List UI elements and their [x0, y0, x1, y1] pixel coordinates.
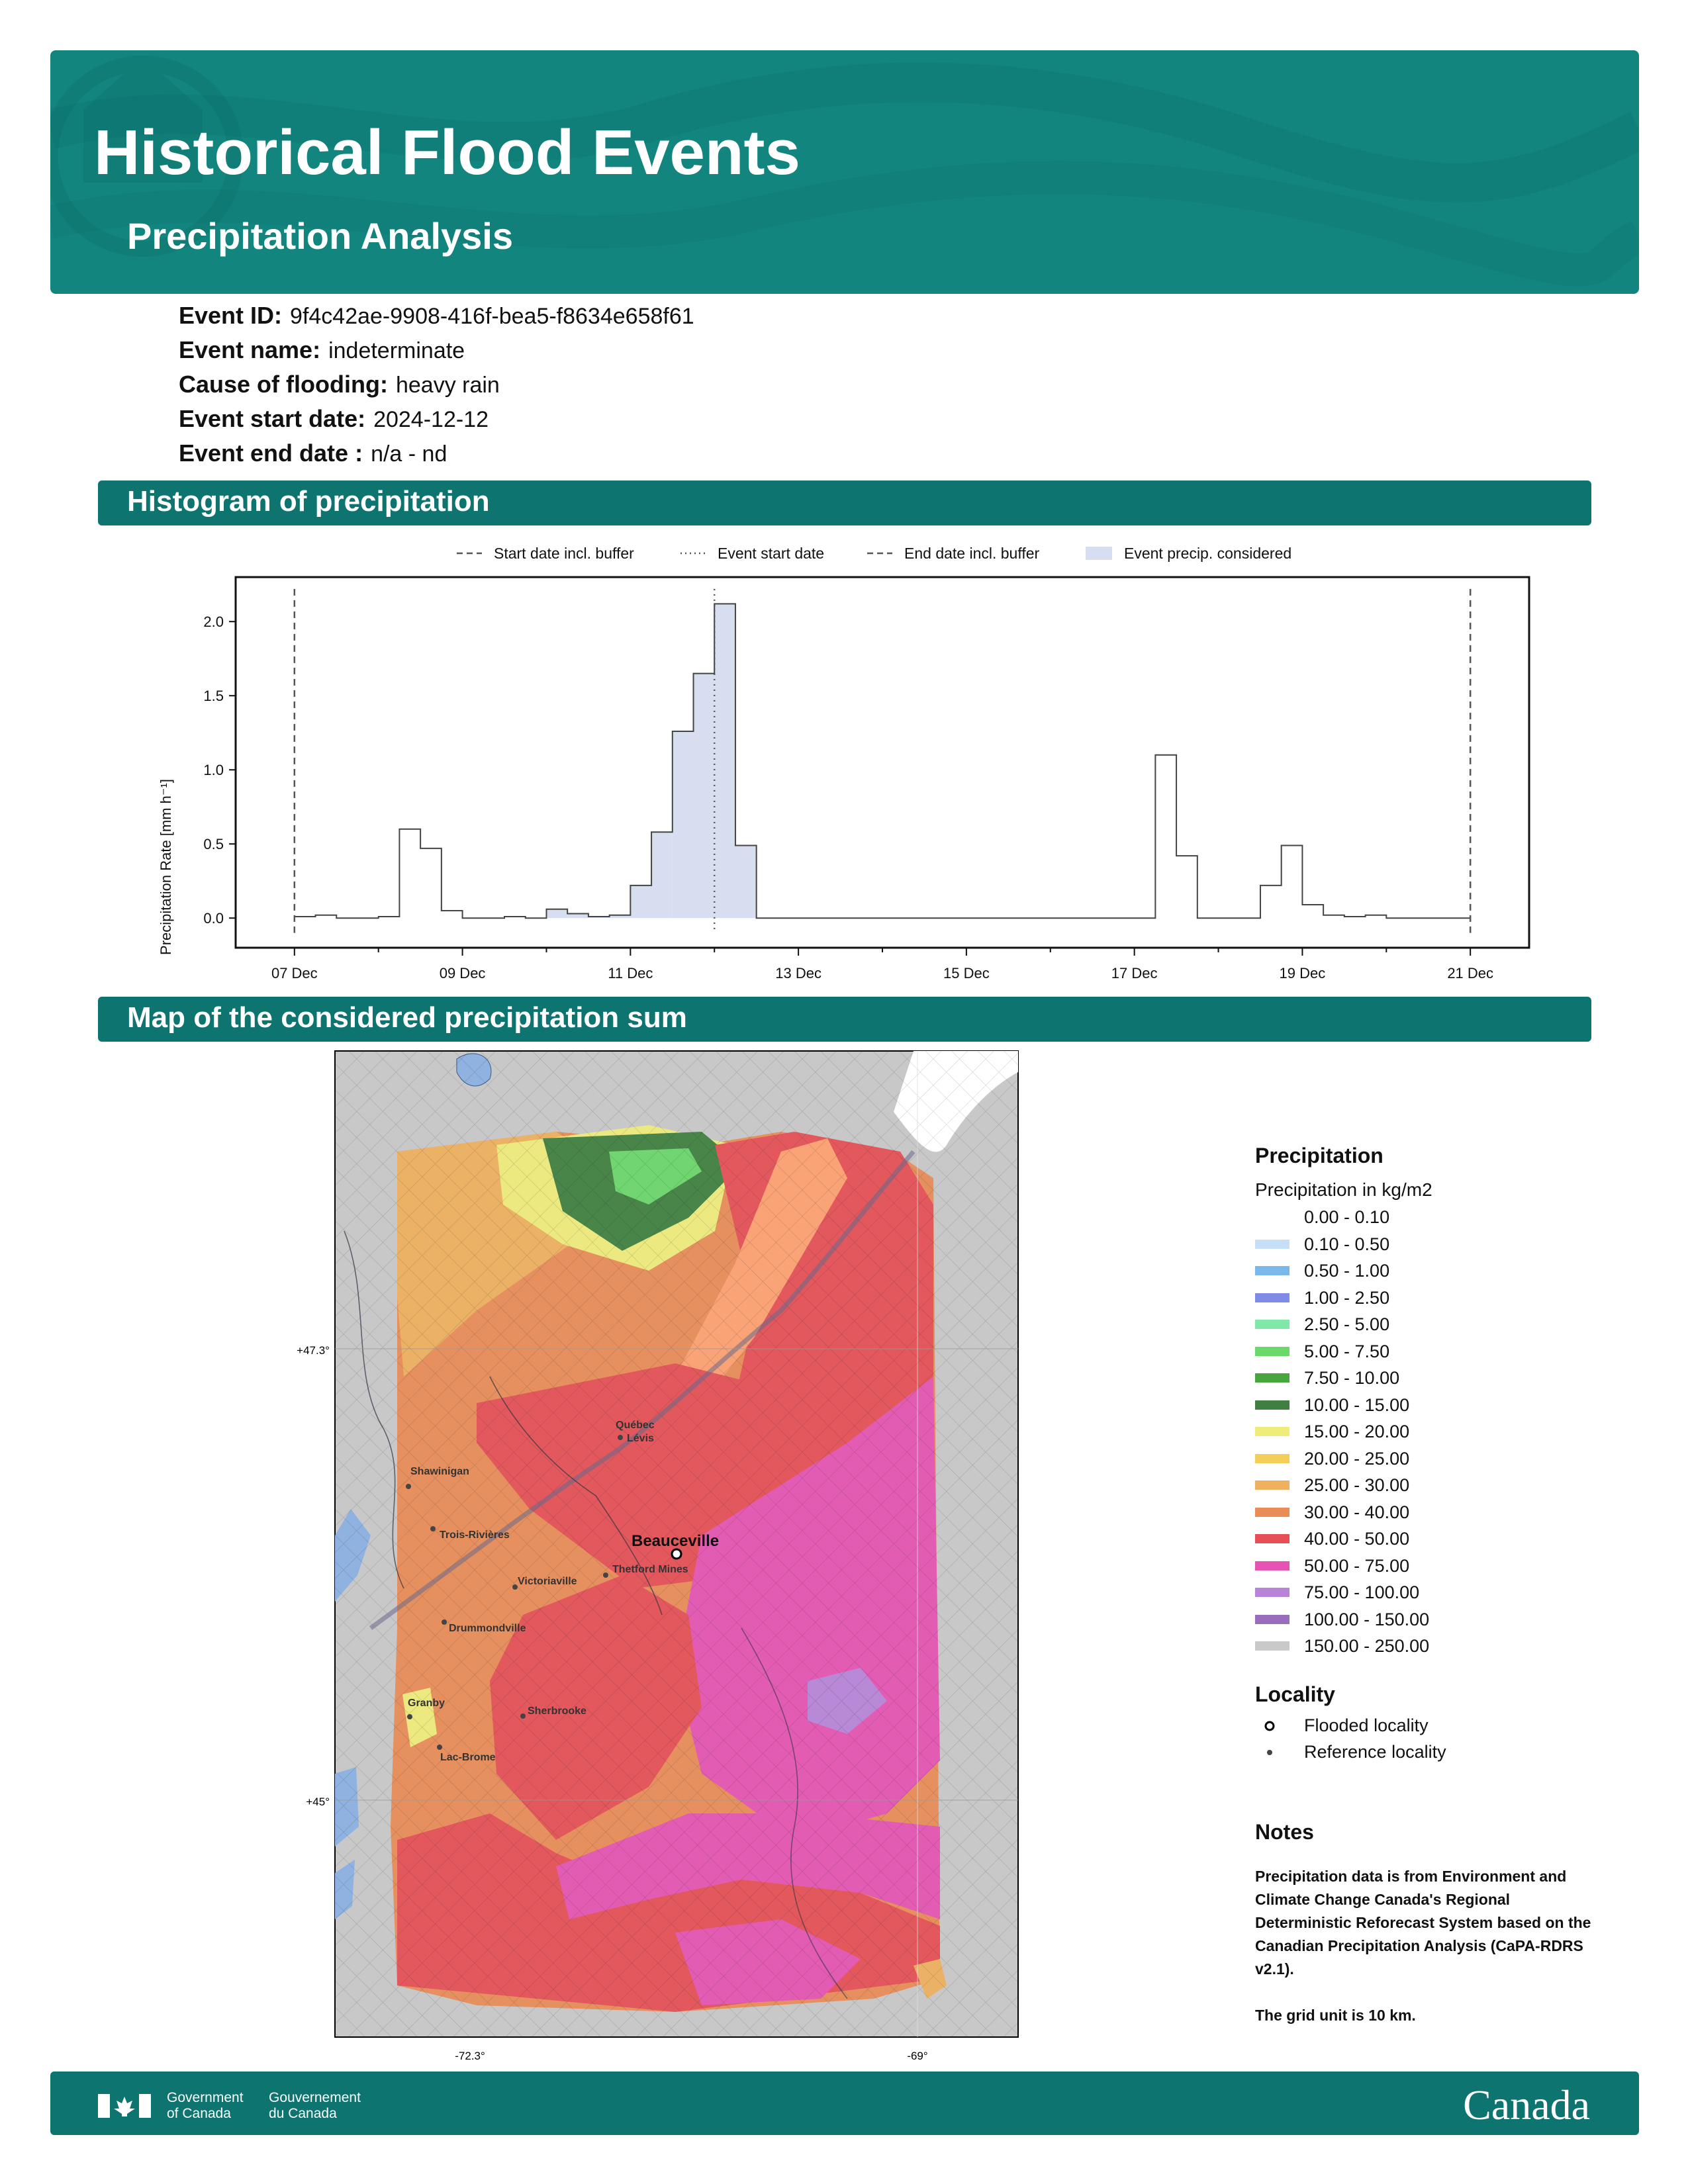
event-cause-label: Cause of flooding: [179, 371, 388, 398]
reference-locality-marker [407, 1714, 412, 1719]
gov-fr-line1: Gouvernement [269, 2090, 361, 2105]
reference-locality-marker [512, 1584, 518, 1590]
event-name-value: indeterminate [328, 338, 465, 363]
header-banner [50, 50, 1639, 294]
event-precip-bar [714, 604, 735, 918]
event-name-row [179, 336, 465, 364]
event-id-row [179, 302, 694, 330]
lat-label-45: +45° [306, 1796, 330, 1808]
chart-legend [457, 545, 1291, 562]
flooded-locality-icon [1263, 1719, 1276, 1733]
legend-class-swatch [1255, 1480, 1289, 1490]
notes-text-source: Precipitation data is from Environment and Climate Change Canada's Regional Deterministic Reforecast System based on the Canadian Precipitation Analysis (CaPA-RDRS v2.1). [1255, 1868, 1591, 1978]
locality-thetford-mines: Thetford Mines [612, 1564, 688, 1575]
legend-start-buffer: Start date incl. buffer [494, 545, 634, 562]
legend-class-label: 100.00 - 150.00 [1304, 1609, 1430, 1629]
event-start-row [179, 405, 489, 433]
precip-step-line [295, 604, 1470, 918]
gov-en-line2: of Canada [167, 2106, 231, 2121]
legend-class-swatch [1255, 1373, 1289, 1383]
reference-locality-marker [442, 1619, 447, 1625]
reference-locality-marker [437, 1745, 442, 1750]
event-start-label: Event start date: [179, 405, 366, 432]
legend-class-swatch [1255, 1534, 1289, 1543]
legend-class-swatch [1255, 1266, 1289, 1275]
event-precip-bar [673, 731, 694, 918]
x-tick-label: 17 Dec [1111, 965, 1158, 981]
plot-frame [236, 577, 1529, 948]
event-cause-value: heavy rain [395, 373, 500, 398]
y-axis-label: Precipitation Rate [mm h⁻¹] [158, 779, 174, 955]
legend-class-swatch [1255, 1615, 1289, 1624]
y-tick-label: 1.0 [203, 762, 224, 779]
legend-class-swatch [1255, 1427, 1289, 1436]
legend-class-label: 1.00 - 2.50 [1304, 1287, 1390, 1308]
legend-event-swatch [1086, 547, 1112, 560]
event-name-label: Event name: [179, 336, 321, 363]
legend-class-label: 10.00 - 15.00 [1304, 1394, 1410, 1415]
y-tick-label: 2.0 [203, 614, 224, 631]
reference-locality-marker [406, 1484, 411, 1489]
legend-class-label: 20.00 - 25.00 [1304, 1448, 1410, 1469]
canada-flag-icon [98, 2094, 151, 2118]
legend-class-swatch [1255, 1588, 1289, 1597]
legend-title: Precipitation [1255, 1144, 1383, 1167]
x-tick-label: 09 Dec [439, 965, 486, 981]
map-svg [278, 1032, 1072, 2065]
legend-class-label: 2.50 - 5.00 [1304, 1314, 1390, 1334]
legend-class-swatch [1255, 1454, 1289, 1463]
event-precip-bar [694, 674, 715, 919]
y-tick-label: 0.5 [203, 836, 224, 853]
legend-class-label: 0.00 - 0.10 [1304, 1207, 1390, 1227]
locality-sherbrooke: Sherbrooke [528, 1706, 586, 1717]
precipitation-map [278, 1032, 1072, 2068]
legend-class-swatch [1255, 1400, 1289, 1410]
legend-class-swatch [1255, 1212, 1289, 1222]
footer-bar [50, 2071, 1639, 2135]
locality-lac-brome: Lac-Brome [440, 1752, 496, 1763]
locality-legend-title: Locality [1255, 1682, 1335, 1706]
histogram-section-title: Histogram of precipitation [127, 485, 490, 518]
legend-class-swatch [1255, 1561, 1289, 1570]
reference-locality-marker [520, 1713, 526, 1719]
locality-granby: Granby [408, 1698, 445, 1709]
histogram-chart [146, 529, 1549, 996]
legend-class-label: 50.00 - 75.00 [1304, 1555, 1410, 1576]
y-tick-label: 0.0 [203, 910, 224, 927]
event-precip-bar [735, 845, 757, 918]
locality-levis: Lévis [627, 1433, 654, 1444]
legend-class-label: 150.00 - 250.00 [1304, 1636, 1430, 1656]
event-precip-bar [651, 832, 673, 918]
legend-class-swatch [1255, 1641, 1289, 1651]
y-tick-label: 1.5 [203, 688, 224, 705]
event-id-value: 9f4c42ae-9908-416f-bea5-f8634e658f61 [290, 304, 694, 329]
legend-event-start: Event start date [718, 545, 825, 562]
legend-class-label: 40.00 - 50.00 [1304, 1529, 1410, 1549]
map-section-title: Map of the considered precipitation sum [127, 1001, 687, 1034]
locality-shawinigan: Shawinigan [410, 1466, 469, 1477]
legend-class-label: 30.00 - 40.00 [1304, 1502, 1410, 1522]
x-tick-label: 21 Dec [1447, 965, 1494, 981]
locality-beauceville: Beauceville [632, 1532, 720, 1550]
legend-reference-label: Reference locality [1304, 1742, 1446, 1762]
legend-class-label: 0.50 - 1.00 [1304, 1261, 1390, 1281]
gov-en [167, 2090, 244, 2122]
event-start-value: 2024-12-12 [373, 407, 489, 432]
notes-body [1255, 1865, 1599, 2027]
event-precip-bar [567, 913, 588, 918]
reference-locality-marker [603, 1572, 608, 1578]
lon-label-69: -69° [907, 2050, 928, 2062]
legend-class-label: 15.00 - 20.00 [1304, 1422, 1410, 1441]
x-tick-label: 15 Dec [943, 965, 990, 981]
gov-en-line1: Government [167, 2090, 244, 2105]
legend-event-precip: Event precip. considered [1124, 545, 1292, 562]
reference-locality-marker [430, 1526, 436, 1531]
event-end-value: n/a - nd [371, 441, 447, 467]
flooded-locality-marker [672, 1549, 681, 1559]
event-precip-bar [546, 909, 567, 918]
histogram-svg [146, 529, 1549, 993]
canada-wordmark: Canada [1463, 2081, 1590, 2128]
locality-trois-rivieres: Trois-Rivières [440, 1529, 510, 1541]
gov-fr [269, 2090, 361, 2122]
x-tick-label: 13 Dec [775, 965, 821, 981]
event-id-label: Event ID: [179, 302, 283, 329]
legend-class-label: 7.50 - 10.00 [1304, 1368, 1400, 1388]
legend-class-label: 5.00 - 7.50 [1304, 1341, 1390, 1361]
locality-quebec: Québec [616, 1420, 655, 1431]
legend-class-label: 75.00 - 100.00 [1304, 1582, 1420, 1602]
legend-class-swatch [1255, 1293, 1289, 1302]
legend-class-swatch [1255, 1240, 1289, 1249]
notes-text-grid: The grid unit is 10 km. [1255, 2007, 1416, 2024]
legend-class-swatch [1255, 1508, 1289, 1517]
lon-label-72: -72.3° [455, 2050, 485, 2062]
page-subtitle: Precipitation Analysis [127, 215, 513, 257]
notes-title: Notes [1255, 1820, 1314, 1844]
legend-end-buffer: End date incl. buffer [904, 545, 1040, 562]
gov-fr-line2: du Canada [269, 2106, 337, 2121]
event-cause-row [179, 371, 500, 398]
event-end-row [179, 439, 447, 467]
histogram-section-bar [98, 480, 1591, 525]
x-tick-label: 11 Dec [608, 965, 653, 981]
legend-class-swatch [1255, 1347, 1289, 1356]
legend-class-swatch [1255, 1320, 1289, 1329]
legend-class-label: 0.10 - 0.50 [1304, 1234, 1390, 1254]
reference-locality-icon [1263, 1746, 1276, 1759]
legend-class-label: 25.00 - 30.00 [1304, 1475, 1410, 1495]
event-end-label: Event end date : [179, 439, 363, 467]
lat-label-47: +47.3° [297, 1344, 330, 1357]
x-tick-label: 19 Dec [1279, 965, 1326, 981]
legend-subtitle: Precipitation in kg/m2 [1255, 1179, 1432, 1200]
event-precip-bar [630, 886, 651, 918]
legend-flooded-label: Flooded locality [1304, 1715, 1429, 1735]
locality-drummondville: Drummondville [449, 1623, 526, 1634]
x-tick-label: 07 Dec [271, 965, 318, 981]
page-title: Historical Flood Events [94, 117, 800, 188]
reference-locality-marker [618, 1435, 623, 1440]
locality-victoriaville: Victoriaville [518, 1576, 577, 1587]
